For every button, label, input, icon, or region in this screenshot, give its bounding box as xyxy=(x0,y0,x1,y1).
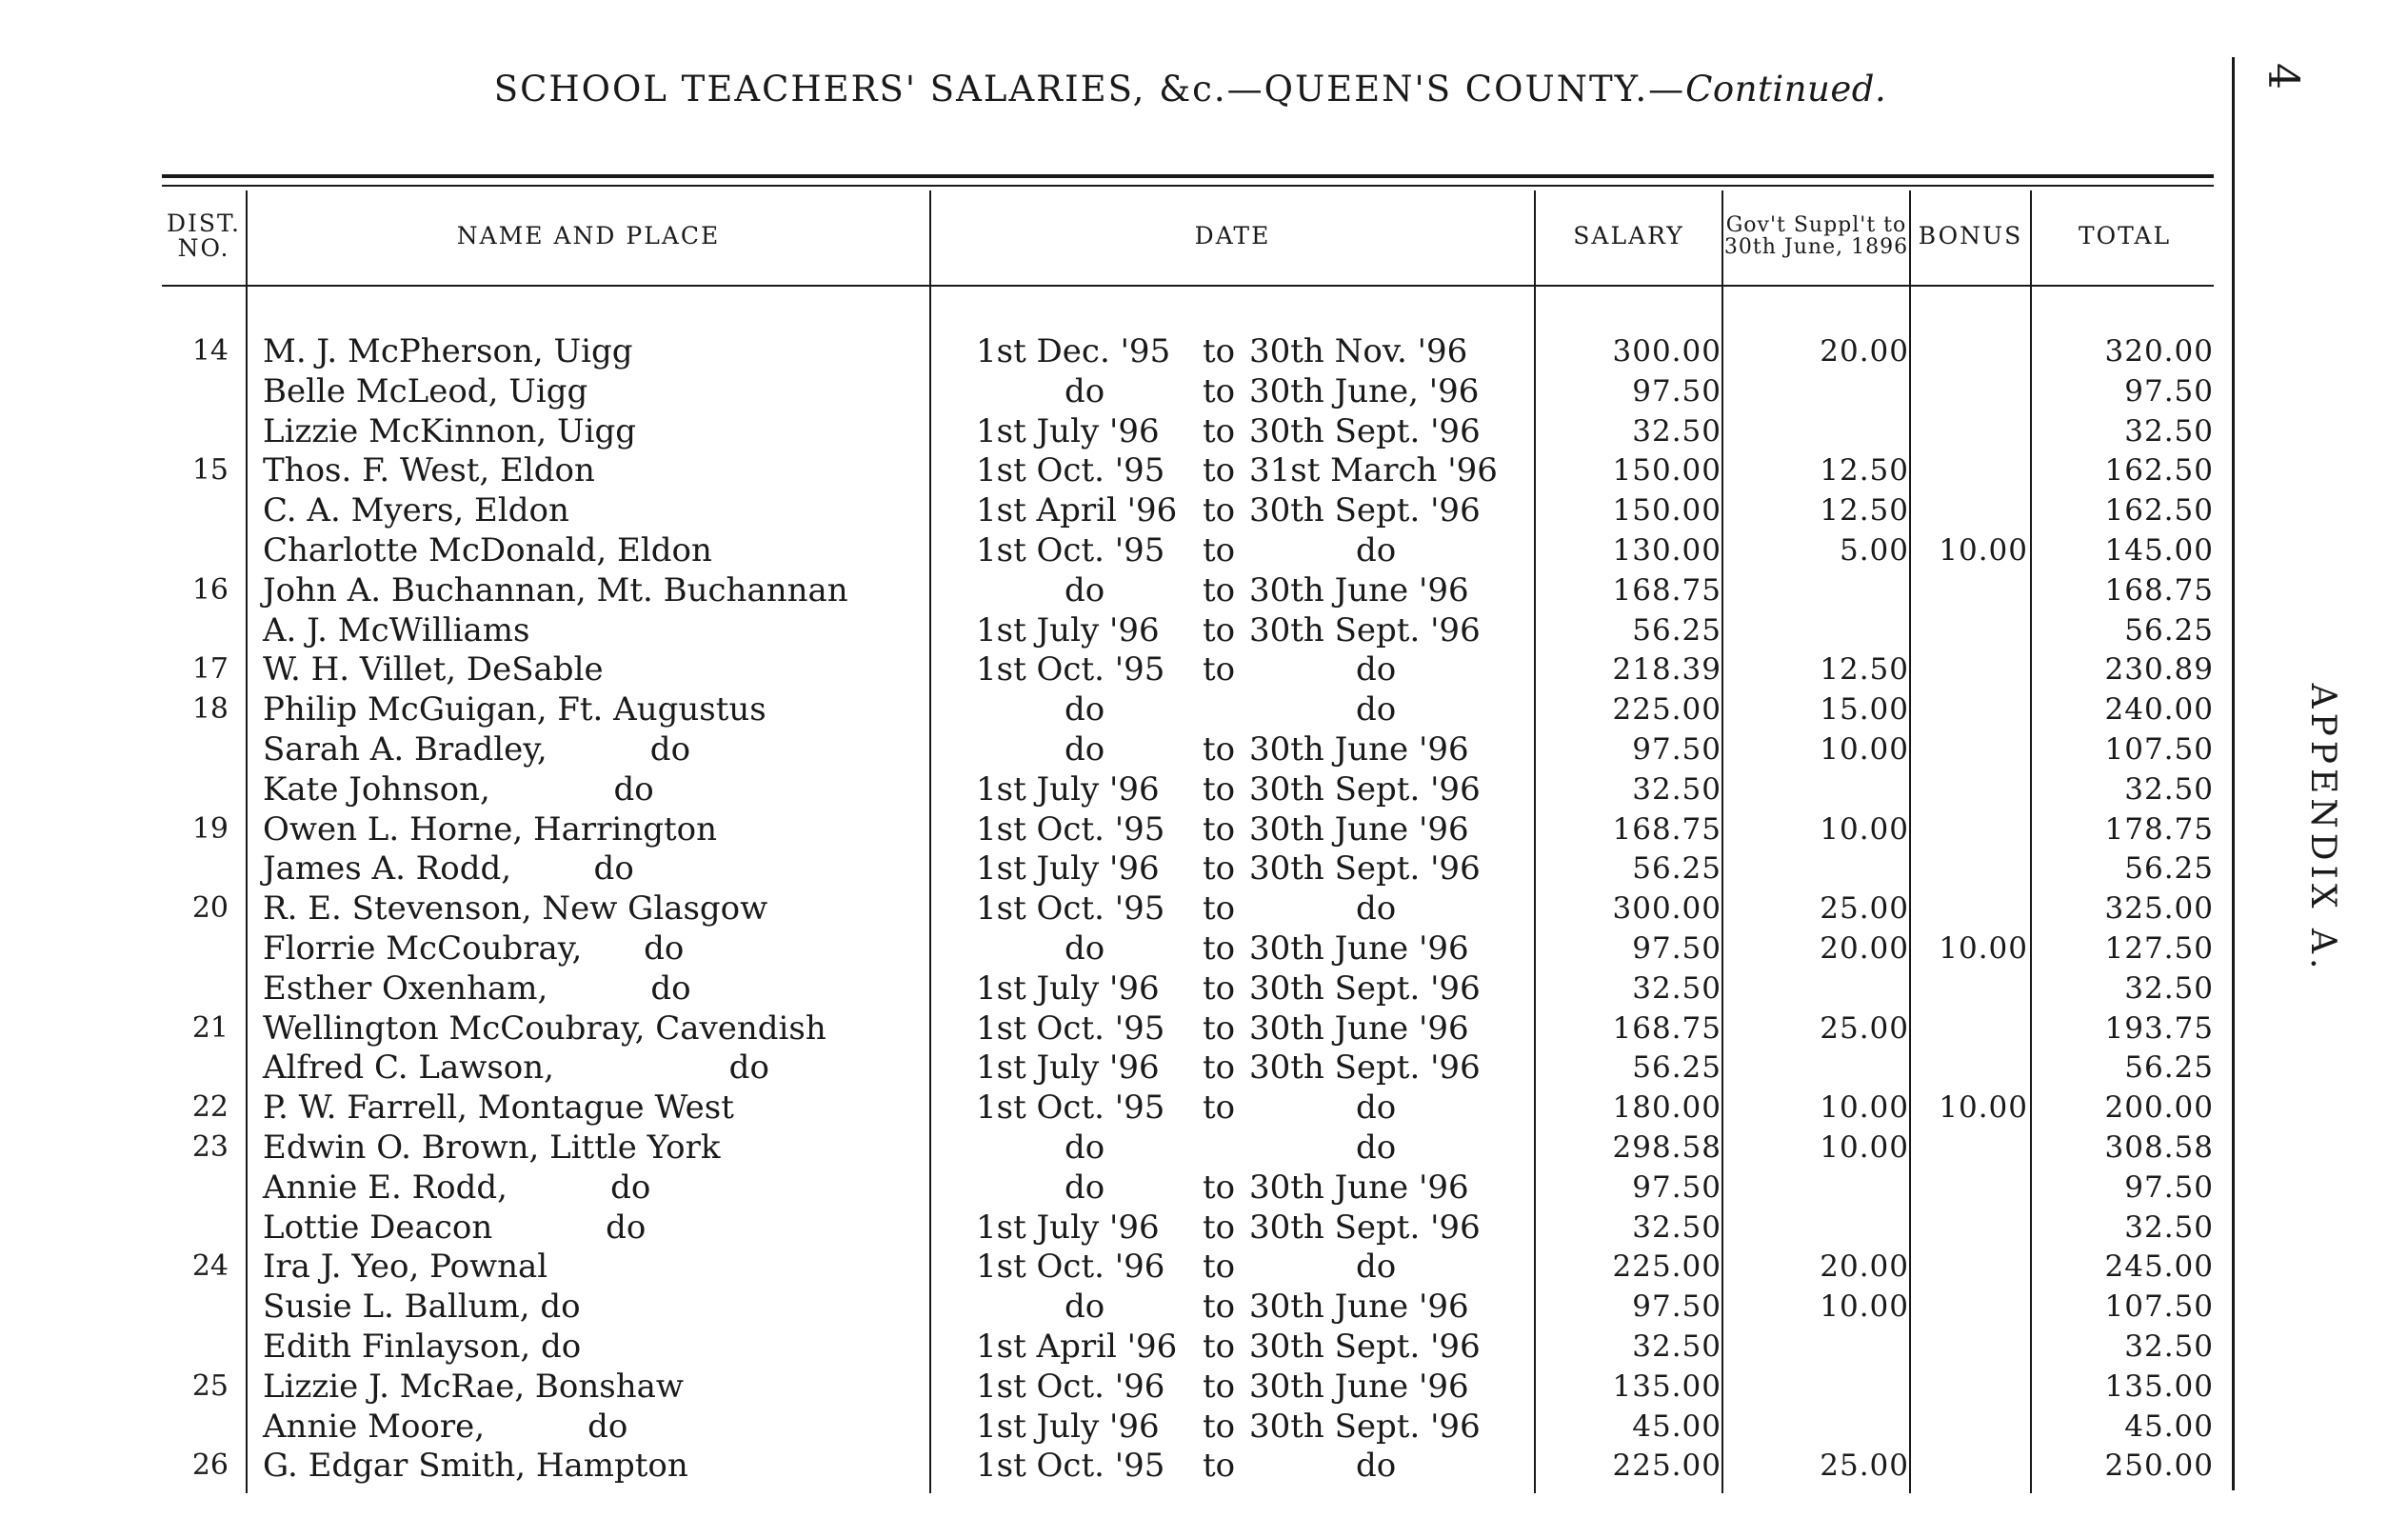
date-from-ditto: do xyxy=(1065,730,1105,769)
dist-no: 16 xyxy=(191,573,229,607)
govt-supplement-value: 12.50 xyxy=(1820,453,1909,488)
total-value: 32.50 xyxy=(2124,1210,2214,1245)
header-dist-no xyxy=(162,189,246,284)
header-name-place: NAME AND PLACE xyxy=(456,221,721,250)
salary-value: 225.00 xyxy=(1612,1448,1721,1483)
salary-value: 32.50 xyxy=(1632,971,1721,1006)
date-to-word: to xyxy=(1203,1009,1236,1048)
total-value: 107.50 xyxy=(2104,1289,2214,1324)
header-dist-line1: DIST. xyxy=(167,209,241,237)
salary-value: 168.75 xyxy=(1612,573,1721,608)
teacher-name-place: R. E. Stevenson, New Glasgow xyxy=(263,889,768,928)
salary-value: 56.25 xyxy=(1632,1050,1721,1085)
top-rule-thin xyxy=(162,185,2214,187)
date-from: 1st Oct. '96 xyxy=(976,1248,1165,1286)
date-from: 1st Oct. '95 xyxy=(976,810,1165,849)
date-until-ditto: do xyxy=(1356,1248,1397,1286)
date-from: 1st Oct. '95 xyxy=(976,889,1165,928)
table-row xyxy=(0,1287,2228,1327)
date-until: 30th June '96 xyxy=(1249,571,1469,609)
date-from: 1st Oct. '95 xyxy=(976,1009,1165,1048)
teacher-name-place: Charlotte McDonald, Eldon xyxy=(263,531,712,569)
teacher-name-place: Lizzie J. McRae, Bonshaw xyxy=(263,1368,684,1406)
dist-no: 24 xyxy=(191,1249,229,1283)
salary-value: 225.00 xyxy=(1612,1249,1721,1284)
date-to-word: to xyxy=(1203,412,1236,450)
table-row xyxy=(0,331,2228,371)
total-value: 245.00 xyxy=(2104,1249,2214,1284)
total-value: 97.50 xyxy=(2124,1170,2214,1205)
date-until: 30th June '96 xyxy=(1249,1009,1469,1048)
date-from: 1st Oct. '95 xyxy=(976,1089,1165,1127)
table-row xyxy=(0,450,2228,490)
date-until-ditto: do xyxy=(1356,1089,1397,1127)
table-row xyxy=(0,1208,2228,1248)
total-value: 32.50 xyxy=(2124,414,2214,449)
teacher-name-place: Sarah A. Bradley, do xyxy=(263,730,691,769)
date-from: 1st Oct. '95 xyxy=(976,451,1165,489)
salary-value: 56.25 xyxy=(1632,851,1721,886)
govt-supplement-value: 10.00 xyxy=(1820,1130,1909,1165)
date-to-word: to xyxy=(1203,1248,1236,1286)
total-value: 56.25 xyxy=(2124,851,2214,886)
teacher-name-place: Wellington McCoubray, Cavendish xyxy=(263,1009,826,1048)
dist-no: 20 xyxy=(191,891,229,925)
salary-value: 97.50 xyxy=(1632,1289,1721,1324)
dist-no: 23 xyxy=(191,1130,229,1164)
date-to-word: to xyxy=(1203,730,1236,769)
date-to-word: to xyxy=(1203,889,1236,928)
date-to-word: to xyxy=(1203,1328,1236,1366)
table-row xyxy=(0,1088,2228,1128)
date-until: 30th June '96 xyxy=(1249,929,1469,968)
govt-supplement-value: 15.00 xyxy=(1820,692,1909,727)
table-row xyxy=(0,769,2228,809)
date-to-word: to xyxy=(1203,491,1236,529)
date-until: 30th June '96 xyxy=(1249,1168,1469,1207)
header-date: DATE xyxy=(1194,221,1271,250)
date-from: 1st July '96 xyxy=(976,412,1160,450)
date-until: 30th June '96 xyxy=(1249,1368,1469,1406)
teacher-name-place: G. Edgar Smith, Hampton xyxy=(263,1447,688,1485)
page-number: 4 xyxy=(2259,63,2307,90)
table-row xyxy=(0,1407,2228,1447)
date-to-word: to xyxy=(1203,969,1236,1008)
bonus-value: 10.00 xyxy=(1939,1090,2028,1125)
salary-value: 225.00 xyxy=(1612,692,1721,727)
total-value: 308.58 xyxy=(2104,1130,2214,1165)
date-to-word: to xyxy=(1203,1208,1236,1247)
dist-no: 26 xyxy=(191,1448,229,1482)
dist-no: 19 xyxy=(191,812,229,846)
date-until: 30th June, '96 xyxy=(1249,372,1480,410)
table-row xyxy=(0,1446,2228,1486)
salary-value: 97.50 xyxy=(1632,374,1721,409)
total-value: 97.50 xyxy=(2124,374,2214,409)
teacher-name-place: Florrie McCoubray, do xyxy=(263,929,685,968)
total-value: 145.00 xyxy=(2104,533,2214,568)
date-from: 1st Oct. '96 xyxy=(976,1368,1165,1406)
date-from-ditto: do xyxy=(1065,690,1105,729)
date-from: 1st July '96 xyxy=(976,1408,1160,1446)
total-value: 162.50 xyxy=(2104,453,2214,488)
salary-value: 135.00 xyxy=(1612,1369,1721,1404)
header-bonus: BONUS xyxy=(1918,221,2023,250)
table-row xyxy=(0,849,2228,889)
dist-no: 18 xyxy=(191,692,229,726)
salary-value: 32.50 xyxy=(1632,1329,1721,1364)
teacher-name-place: John A. Buchannan, Mt. Buchannan xyxy=(263,571,848,609)
date-until-ditto: do xyxy=(1356,1447,1397,1485)
govt-supplement-value: 12.50 xyxy=(1820,652,1909,687)
table-row xyxy=(0,809,2228,849)
total-value: 32.50 xyxy=(2124,971,2214,1006)
table-row xyxy=(0,1128,2228,1168)
date-to-word: to xyxy=(1203,372,1236,410)
date-from: 1st Dec. '95 xyxy=(976,332,1171,370)
govt-supplement-value: 25.00 xyxy=(1820,1011,1909,1046)
table-row xyxy=(0,1327,2228,1367)
dist-no: 15 xyxy=(191,453,229,487)
margin-rule xyxy=(2232,57,2235,1490)
date-to-word: to xyxy=(1203,1447,1236,1485)
date-to-word: to xyxy=(1203,531,1236,569)
date-until-ditto: do xyxy=(1356,690,1397,729)
teacher-name-place: Belle McLeod, Uigg xyxy=(263,372,588,410)
date-until: 30th Sept. '96 xyxy=(1249,770,1481,809)
date-from: 1st July '96 xyxy=(976,1208,1160,1247)
date-to-word: to xyxy=(1203,1288,1236,1326)
date-to-word: to xyxy=(1203,1168,1236,1207)
bonus-value: 10.00 xyxy=(1939,533,2028,568)
teacher-name-place: Philip McGuigan, Ft. Augustus xyxy=(263,690,766,729)
table-row xyxy=(0,530,2228,570)
date-from: 1st July '96 xyxy=(976,1049,1160,1087)
date-to-word: to xyxy=(1203,451,1236,489)
date-until: 30th June '96 xyxy=(1249,730,1469,769)
teacher-name-place: Lottie Deacon do xyxy=(263,1208,647,1247)
salary-value: 168.75 xyxy=(1612,812,1721,847)
bonus-value: 10.00 xyxy=(1939,931,2028,966)
total-value: 168.75 xyxy=(2104,573,2214,608)
total-value: 325.00 xyxy=(2104,891,2214,926)
table-row xyxy=(0,929,2228,969)
teacher-name-place: Thos. F. West, Eldon xyxy=(263,451,595,489)
total-value: 32.50 xyxy=(2124,772,2214,807)
title-main: SCHOOL TEACHERS' SALARIES, &c.—QUEEN'S COUNTY.— xyxy=(493,69,1686,110)
salary-value: 45.00 xyxy=(1632,1409,1721,1444)
total-value: 107.50 xyxy=(2104,732,2214,767)
teacher-name-place: Owen L. Horne, Harrington xyxy=(263,810,717,849)
date-until-ditto: do xyxy=(1356,531,1397,569)
date-until: 30th June '96 xyxy=(1249,1288,1469,1326)
total-value: 230.89 xyxy=(2104,652,2214,687)
salary-value: 150.00 xyxy=(1612,493,1721,528)
salary-value: 168.75 xyxy=(1612,1011,1721,1046)
total-value: 250.00 xyxy=(2104,1448,2214,1483)
date-to-word: to xyxy=(1203,1049,1236,1087)
date-to-word: to xyxy=(1203,810,1236,849)
total-value: 162.50 xyxy=(2104,493,2214,528)
teacher-name-place: W. H. Villet, DeSable xyxy=(263,650,604,689)
total-value: 127.50 xyxy=(2104,931,2214,966)
title-continued: Continued. xyxy=(1685,69,1887,110)
header-govt-line2: 30th June, 1896 xyxy=(1723,235,1909,259)
table-row xyxy=(0,490,2228,530)
date-until: 31st March '96 xyxy=(1249,451,1498,489)
date-to-word: to xyxy=(1203,571,1236,609)
date-to-word: to xyxy=(1203,929,1236,968)
date-until: 30th Sept. '96 xyxy=(1249,1328,1481,1366)
header-total: TOTAL xyxy=(2078,221,2172,250)
date-to-word: to xyxy=(1203,650,1236,689)
table-row xyxy=(0,689,2228,729)
govt-supplement-value: 5.00 xyxy=(1839,533,1909,568)
date-to-word: to xyxy=(1203,1408,1236,1446)
salary-value: 56.25 xyxy=(1632,613,1721,648)
date-from-ditto: do xyxy=(1065,1288,1105,1326)
date-from-ditto: do xyxy=(1065,1129,1105,1167)
date-from: 1st April '96 xyxy=(976,491,1178,529)
govt-supplement-value: 10.00 xyxy=(1820,1289,1909,1324)
teacher-name-place: P. W. Farrell, Montague West xyxy=(263,1089,734,1127)
date-from: 1st Oct. '95 xyxy=(976,1447,1165,1485)
total-value: 320.00 xyxy=(2104,334,2214,369)
salary-value: 130.00 xyxy=(1612,533,1721,568)
salary-value: 32.50 xyxy=(1632,772,1721,807)
date-from-ditto: do xyxy=(1065,571,1105,609)
date-from: 1st Oct. '95 xyxy=(976,650,1165,689)
page-title xyxy=(286,69,2095,110)
total-value: 45.00 xyxy=(2124,1409,2214,1444)
header-govt-supplement xyxy=(1723,189,1909,284)
total-value: 193.75 xyxy=(2104,1011,2214,1046)
total-value: 200.00 xyxy=(2104,1090,2214,1125)
date-until-ditto: do xyxy=(1356,889,1397,928)
dist-no: 25 xyxy=(191,1369,229,1403)
date-to-word: to xyxy=(1203,1089,1236,1127)
date-until: 30th Sept. '96 xyxy=(1249,1049,1481,1087)
salary-value: 97.50 xyxy=(1632,931,1721,966)
table-row xyxy=(0,969,2228,1009)
teacher-name-place: A. J. McWilliams xyxy=(263,611,530,649)
salary-value: 218.39 xyxy=(1612,652,1721,687)
dist-no: 17 xyxy=(191,652,229,686)
date-from: 1st April '96 xyxy=(976,1328,1178,1366)
total-value: 240.00 xyxy=(2104,692,2214,727)
teacher-name-place: Ira J. Yeo, Pownal xyxy=(263,1248,548,1286)
table-row xyxy=(0,610,2228,650)
teacher-name-place: C. A. Myers, Eldon xyxy=(263,491,569,529)
govt-supplement-value: 10.00 xyxy=(1820,732,1909,767)
header-bottom-rule xyxy=(162,285,2214,287)
govt-supplement-value: 20.00 xyxy=(1820,334,1909,369)
teacher-name-place: Esther Oxenham, do xyxy=(263,969,691,1008)
table-row xyxy=(0,889,2228,929)
date-to-word: to xyxy=(1203,611,1236,649)
teacher-name-place: M. J. McPherson, Uigg xyxy=(263,332,633,370)
teacher-name-place: Edith Finlayson, do xyxy=(263,1328,582,1366)
date-from: 1st July '96 xyxy=(976,770,1160,809)
govt-supplement-value: 25.00 xyxy=(1820,1448,1909,1483)
table-row xyxy=(0,570,2228,610)
govt-supplement-value: 10.00 xyxy=(1820,812,1909,847)
govt-supplement-value: 20.00 xyxy=(1820,1249,1909,1284)
date-until: 30th Nov. '96 xyxy=(1249,332,1468,370)
date-until: 30th Sept. '96 xyxy=(1249,412,1481,450)
salary-value: 300.00 xyxy=(1612,334,1721,369)
date-to-word: to xyxy=(1203,770,1236,809)
top-rule-thick xyxy=(162,174,2214,178)
table-row xyxy=(0,1247,2228,1287)
table-row xyxy=(0,411,2228,451)
table-row xyxy=(0,729,2228,769)
govt-supplement-value: 12.50 xyxy=(1820,493,1909,528)
date-to-word: to xyxy=(1203,332,1236,370)
date-until: 30th Sept. '96 xyxy=(1249,1208,1481,1247)
total-value: 56.25 xyxy=(2124,1050,2214,1085)
salary-value: 97.50 xyxy=(1632,732,1721,767)
salary-value: 32.50 xyxy=(1632,1210,1721,1245)
date-until: 30th Sept. '96 xyxy=(1249,1408,1481,1446)
date-to-word: to xyxy=(1203,1368,1236,1406)
date-from: 1st July '96 xyxy=(976,969,1160,1008)
dist-no: 14 xyxy=(191,334,229,368)
teacher-name-place: Annie Moore, do xyxy=(263,1408,628,1446)
teacher-name-place: Susie L. Ballum, do xyxy=(263,1288,581,1326)
teacher-name-place: Lizzie McKinnon, Uigg xyxy=(263,412,637,450)
total-value: 178.75 xyxy=(2104,812,2214,847)
salary-value: 298.58 xyxy=(1612,1130,1721,1165)
govt-supplement-value: 20.00 xyxy=(1820,931,1909,966)
teacher-name-place: Annie E. Rodd, do xyxy=(263,1168,651,1207)
dist-no: 22 xyxy=(191,1090,229,1124)
date-from: 1st July '96 xyxy=(976,611,1160,649)
table-row xyxy=(0,371,2228,411)
date-until: 30th Sept. '96 xyxy=(1249,849,1481,888)
date-from: 1st July '96 xyxy=(976,849,1160,888)
header-salary: SALARY xyxy=(1573,221,1684,250)
date-from: 1st Oct. '95 xyxy=(976,531,1165,569)
table-row xyxy=(0,1168,2228,1208)
dist-no: 21 xyxy=(191,1011,229,1045)
date-until-ditto: do xyxy=(1356,650,1397,689)
appendix-label: APPENDIX A. xyxy=(2303,683,2342,974)
date-from-ditto: do xyxy=(1065,372,1105,410)
date-until: 30th Sept. '96 xyxy=(1249,969,1481,1008)
header-govt-line1: Gov't Suppl't to xyxy=(1725,212,1907,237)
salary-value: 32.50 xyxy=(1632,414,1721,449)
table-row xyxy=(0,1009,2228,1049)
total-value: 56.25 xyxy=(2124,613,2214,648)
govt-supplement-value: 10.00 xyxy=(1820,1090,1909,1125)
date-until: 30th Sept. '96 xyxy=(1249,611,1481,649)
table-row xyxy=(0,1048,2228,1088)
salary-value: 150.00 xyxy=(1612,453,1721,488)
salary-value: 180.00 xyxy=(1612,1090,1721,1125)
header-dist-line2: NO. xyxy=(177,234,230,262)
teacher-name-place: Alfred C. Lawson, do xyxy=(263,1049,769,1087)
salary-value: 300.00 xyxy=(1612,891,1721,926)
table-row xyxy=(0,649,2228,689)
date-from-ditto: do xyxy=(1065,929,1105,968)
total-value: 135.00 xyxy=(2104,1369,2214,1404)
date-until: 30th Sept. '96 xyxy=(1249,491,1481,529)
govt-supplement-value: 25.00 xyxy=(1820,891,1909,926)
teacher-name-place: Kate Johnson, do xyxy=(263,770,654,809)
date-until: 30th June '96 xyxy=(1249,810,1469,849)
table-row xyxy=(0,1367,2228,1407)
teacher-name-place: Edwin O. Brown, Little York xyxy=(263,1129,721,1167)
salary-value: 97.50 xyxy=(1632,1170,1721,1205)
date-until-ditto: do xyxy=(1356,1129,1397,1167)
teacher-name-place: James A. Rodd, do xyxy=(263,849,634,888)
date-to-word: to xyxy=(1203,849,1236,888)
total-value: 32.50 xyxy=(2124,1329,2214,1364)
date-from-ditto: do xyxy=(1065,1168,1105,1207)
